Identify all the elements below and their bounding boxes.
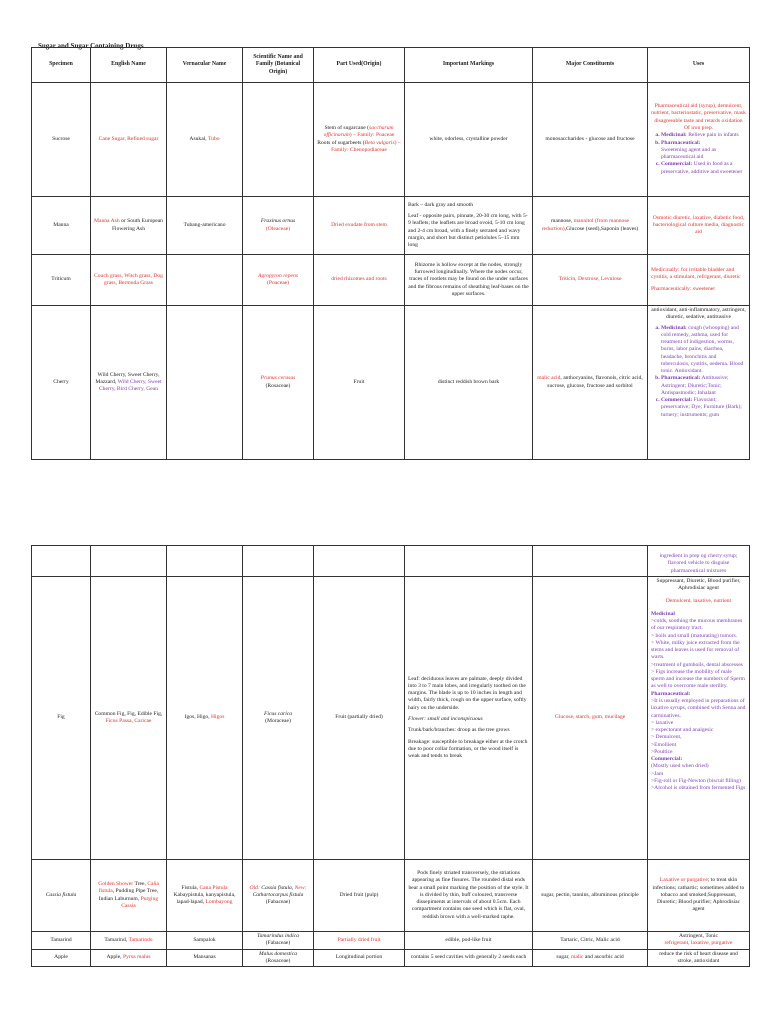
uses-cell [648,255,750,306]
vernacular-text: Asukal, [189,135,208,142]
uses-text: > laxative [651,719,674,726]
table-row [32,255,750,306]
scientific-name-cell [243,255,314,306]
scientific-name: Prunus cerasus [260,375,296,382]
uses-text: Antitussive; Astringent; Diuretic;Tonic; Antispasmodic; Inhalant [661,375,729,396]
markings-text: Breakage: susceptible to breakage either at the crotch due to poor collar formation, or the wood itself is weak and tends to break [408,738,528,760]
uses-text: Used in food as a preservative, additive and sweetener [661,161,743,175]
uses-highlight: refrigerant, laxative, purgative [664,940,733,947]
family-name: (Moraceae) [265,718,291,724]
family-name: (Fabaceae) [265,899,291,906]
family-name: (Oleaceae) [265,225,291,232]
uses-heading: Commercial: [661,161,693,168]
part-used-cell: Fruit [314,306,405,460]
scientific-label: New: [294,884,307,891]
uses-cell [648,83,750,197]
part-used-cell: Dried fruit (pulp) [314,860,405,932]
english-text: Tree, [133,880,148,887]
uses-heading: Pharmaceutical: [651,690,691,697]
empty-cell [243,546,314,577]
uses-text: >treatment of gumboils, dental abscesses [651,661,743,668]
uses-text: Medicinally: for irritable bladder and cystitis, a stimulant, refrigerant, diuretic [651,266,741,280]
uses-item [661,397,746,419]
vernacular-text-highlight: Higos [211,714,225,721]
constituents-cell [533,949,648,967]
constituents-cell: sugar, pectin, tannins, albuminous principle [533,860,648,932]
drug-table-page-2 [31,545,750,967]
scientific-name: Malus domestica [258,950,298,957]
vernacular-text: Kabaypistula, kanyapistula, lapad-lapad, [173,891,236,906]
scientific-name-cell [243,306,314,460]
scientific-name-cell [243,860,314,932]
uses-item [661,140,746,162]
constituent-highlight: malic [571,954,584,961]
scientific-name-cell [243,197,314,255]
uses-text: Astringent, Tonic [679,933,718,939]
empty-cell [314,546,405,577]
header-scientific-name: Scientific Name and Family (Botanical Origin) [243,48,314,83]
vernacular-text-highlight: Lombayong [205,899,233,906]
markings-cell: edible, pod-like fruit [405,932,533,950]
document-title: Sugar and Sugar Containing Drugs [38,42,144,50]
header-part-used: Part Used(Origin) [314,48,405,83]
header-row [32,48,750,83]
uses-text: > boils and small (maturating) tumors. [651,632,738,639]
uses-item [661,375,746,397]
scientific-name: Cathartocarpus fistula [252,891,304,898]
english-name-cell [91,932,167,950]
part-family: ) – Family: Chenopodiaceae [331,139,401,153]
vernacular-text-highlight: Tubo [207,135,220,142]
part-family: ) – Family: Poaceae [349,132,395,139]
vernacular-name-cell: Mansanas [167,949,243,967]
scientific-name: Agropyron repens [258,272,298,279]
constituent-text: and ascorbic acid [583,954,624,961]
constituents-cell [533,306,648,460]
english-text: , Pudding Pipe Tree, Indian Laburnum, [98,888,159,902]
uses-text: >Alcohol is obtained from fermented Figs [651,785,746,792]
scientific-name-cell [243,83,314,197]
markings-text: Bark – dark gray and smooth [408,201,474,208]
scientific-name: Fraxinus ornus [260,218,296,225]
constituent-highlight: malic acid [537,375,561,382]
uses-item [661,161,746,176]
markings-cell: distinct reddish brown bark [405,306,533,460]
specimen-cell: Cherry [32,306,91,460]
uses-text: >It is usually employed in preparations of laxative syrups, combined with Senna and carminatives. [651,697,746,719]
markings-text: Leaf: deciduous leaves are palmate, deeply divided into 3 to 7 main lobes, and irregularly toothed on the margins. The blade is up to 10 inches in length and width, fairly thick, rough on the upper surface, softly hairy on the underside. [408,675,527,711]
uses-text: Suppressant, Diuretic, Blood purifier, Aphrodisiac agent [656,578,741,592]
uses-heading: Commercial: [661,397,693,404]
table-row [32,546,750,577]
uses-heading: Pharmaceutical: [661,139,701,146]
english-highlight: Ficus Passa, Caricae [105,718,152,724]
constituent-highlight: mannitol (from mannose reduction) [541,218,629,232]
part-text: Roots of sugarbeets ( [317,139,365,146]
constituents-cell: Triticin, Dextrose, Levulose [533,255,648,306]
uses-text: > Figs increase the mobility of male sperm and increase the numbers of Sperm as well to overcome male sterility. [651,668,745,690]
vernacular-name-cell: Tubang-americano [167,197,243,255]
scientific-name: Ficus carica [263,710,293,717]
table-row [32,83,750,197]
english-name-cell [91,197,167,255]
markings-cell [405,197,533,255]
vernacular-name-cell [167,306,243,460]
english-highlight: Pyrus malus [122,954,151,961]
english-name-cell [91,860,167,932]
part-used-cell: Longitudinal portion [314,949,405,967]
specimen-cell: Apple [32,949,91,967]
vernacular-name-cell [167,577,243,860]
uses-heading: Medicinal [651,610,675,617]
scientific-name: Tamarindus indica [257,933,299,939]
empty-cell [533,546,648,577]
uses-item [661,325,746,376]
part-used-cell: Partially dried fruit [314,932,405,950]
markings-text: Leaf - opposite pairs, pinnate, 20-30 cm long, with 5-9 leaflets; the leaflets are broad ovoid, 5-10 cm long and 2-4 cm broad, with a finely serrated and wavy margin, and short but distinct petiolules 5–15 mm long [408,212,528,249]
constituent-text: ,Glucose (seed),Saponin (leaves) [564,225,639,232]
scientific-name-cell [243,932,314,950]
markings-cell: Pods finely striated transversely, the striations appearing as fine fissures. The rounded distal ends bear a small point marking the position of the style. It is divided by thin, buff coloured, transverse dissepiments at intervals of about 0.5cm. Each compartment contains one seed which is flat, oval, reddish brown with a well-marked raphe. [405,860,533,932]
english-highlight: Caña fistula [98,880,159,895]
uses-text: ; to treat skin infections; cathartic; sometimes added to tobacco and smoked;Suppressant, Diuretic; Blood purifier; Aphrodisiac agent [652,877,745,913]
uses-text: > White, milky juice extracted from the stems and leaves is used for removal of warts. [651,639,740,661]
vernacular-name-cell: Sampalok [167,932,243,950]
scientific-label: Old: [249,884,260,891]
vernacular-text-highlight: Cana Pistula [199,884,228,891]
uses-text: Relieve pain in infants [686,132,739,139]
header-specimen: Specimen [32,48,91,83]
specimen-cell: Fig [32,577,91,860]
english-highlight: Wild Cherry, Sweet Cherry, Bird Cherry, Gean [98,378,162,393]
uses-heading: Commercial: [651,756,683,763]
table-row [32,932,750,950]
markings-cell: contains 5 seed cavities with generally 2 seeds each [405,949,533,967]
vernacular-name-cell [167,83,243,197]
part-used-cell: dried rhizomes and roots [314,255,405,306]
english-text: Apple, [106,954,123,961]
uses-heading: Medicinal: [661,132,687,139]
specimen-cell: Cassia fistula [32,860,91,932]
empty-cell [91,546,167,577]
family-name: (Rosaceae) [265,957,291,964]
uses-item [661,132,746,139]
uses-intro: Pharmaceutical aid (syrup), demulcent, nutrient, bacteriostatic, preservative, mask disagreeable taste and retards oxidation Of iron prep. [651,103,746,131]
header-english-name: English Name [91,48,167,83]
uses-cell [648,577,750,860]
constituents-cell: Glucose, starch, gum, mucilage [533,577,648,860]
english-name-cell [91,577,167,860]
english-name-cell: Couch grass, Witch grass, Dog grass, Bermuda Grass [91,255,167,306]
markings-cell: white, odorless, crystalline powder [405,83,533,197]
vernacular-name-cell [167,860,243,932]
constituents-cell: monosaccharides - glucose and fructose [533,83,648,197]
english-highlight: Tamarindo [128,936,153,943]
part-used-cell: Dried exudate from stem [314,197,405,255]
constituents-cell [533,197,648,255]
part-scientific: Beta vulgaris [364,139,395,146]
uses-cell [648,932,750,950]
uses-intro: antioxidant, anti-inflammatory, astringent, diuretic, sedative, antitussive [651,307,746,321]
english-text: Wild Cherry, Sweet Cherry, Mazzard, [95,371,160,385]
scientific-name-cell [243,949,314,967]
english-highlight: Purging Cassia [121,895,159,909]
markings-cell [405,577,533,860]
markings-text: Trunk/bark/branches: droop as the tree grows [408,727,510,734]
constituent-text: sugar, [556,954,572,961]
uses-text: >Poultice [651,748,673,755]
table-row [32,577,750,860]
specimen-cell: Triticum [32,255,91,306]
uses-continuation-cell: ingredient in prep og cherry syrup; flavored vehicle to disguise pharmaceutical mixtures [648,546,750,577]
part-text: Stem of sugarcane ( [324,124,370,131]
uses-text: cough (whooping) and cold remedy, asthma, used for treatment of indigestion, worms, burns, labor pains, diarrhea, headache, bronchitis and tuberculosis, cystitis, oedema. Blood tonic. Antioxidant. [661,324,744,375]
header-uses: Uses [648,48,750,83]
english-text: Common Fig, Fig, Edible Fig, [94,710,163,717]
uses-text: >Emollient [651,741,677,748]
uses-heading: Medicinal: [661,324,687,331]
uses-text: (Mostly used when dried) [651,763,709,770]
part-scientific: saccharum officinarum [323,124,394,139]
part-used-cell: Fruit (partially dried) [314,577,405,860]
uses-text: > Demulcent, [651,734,682,741]
empty-cell [405,546,533,577]
drug-table-page-1 [31,47,750,460]
english-highlight: Golden Shower [98,880,134,887]
specimen-cell: Sucrose [32,83,91,197]
english-text: or South European Flowering Ash [111,218,163,232]
specimen-cell: Tamarind [32,932,91,950]
table-row [32,306,750,460]
english-text: Tamarind, [104,936,129,943]
constituents-cell: Tartaric, Citric, Malic acid [533,932,648,950]
scientific-name-cell [243,577,314,860]
empty-cell [32,546,91,577]
english-name-cell [91,949,167,967]
constituent-text: mannose, [551,218,574,225]
header-important-markings: Important Markings [405,48,533,83]
table-row [32,197,750,255]
uses-text: >colds, soothing the mucous membranes of our respiratory tract. [651,618,743,632]
table-row [32,949,750,967]
empty-cell [167,546,243,577]
specimen-cell: Manna [32,197,91,255]
uses-cell: Osmotic diuretic, laxative, diabetic food, bacteriological culture media, diagnostic aid [648,197,750,255]
english-name-cell: Cane Sugar, Refined sugar [91,83,167,197]
uses-text: > expectorant and analgesic [651,727,714,734]
uses-text: Demulcent, laxative, nutrient [665,597,732,604]
uses-cell [648,306,750,460]
uses-cell: reduce the risk of heart disease and stroke, antioxidant [648,949,750,967]
part-used-cell [314,83,405,197]
vernacular-text: Fistula, [181,884,200,891]
constituent-text: , anthocyanins, flavonols, citric acid, sucrose, glucose, fructose and sorbitol [547,375,643,389]
header-major-constituents: Major Constituents [533,48,648,83]
vernacular-text: Igos, Higo, [184,714,212,721]
uses-text: >Jam [651,770,664,777]
family-name: (Rosaceae) [265,382,291,389]
english-highlight: Manna Ash [94,218,120,225]
uses-cell [648,860,750,932]
header-vernacular-name: Vernacular Name [167,48,243,83]
family-name: (Poaceae) [266,280,290,286]
table-row [32,860,750,932]
uses-text: >Fig-roll or Fig-Newton (biscuit filling) [651,777,741,784]
scientific-name: Cassia fistula, [259,884,294,891]
family-name: (Fabaceae) [265,940,291,947]
uses-text: Pharmaceutically: sweetener [651,286,716,293]
uses-heading: Pharmaceutical: [661,375,701,382]
english-name-cell [91,306,167,460]
uses-text: Flavorant; preservative; Dye; Furniture (Bark); turnery; instruments; gum [661,397,742,418]
markings-text: Flower: small and inconspicuous [408,716,483,722]
markings-cell: Rhizome is hollow except at the nodes, strongly furrowed longitudinally. Where the nodes occur, traces of rootlets may be found on the under surfaces and the fibrous remains of sheathing leaf-bases on the upper surfaces. [405,255,533,306]
uses-text: Sweetening agent and as pharmaceutical aid [661,146,717,161]
vernacular-name-cell [167,255,243,306]
uses-highlight: Laxative or purgative [659,877,708,884]
